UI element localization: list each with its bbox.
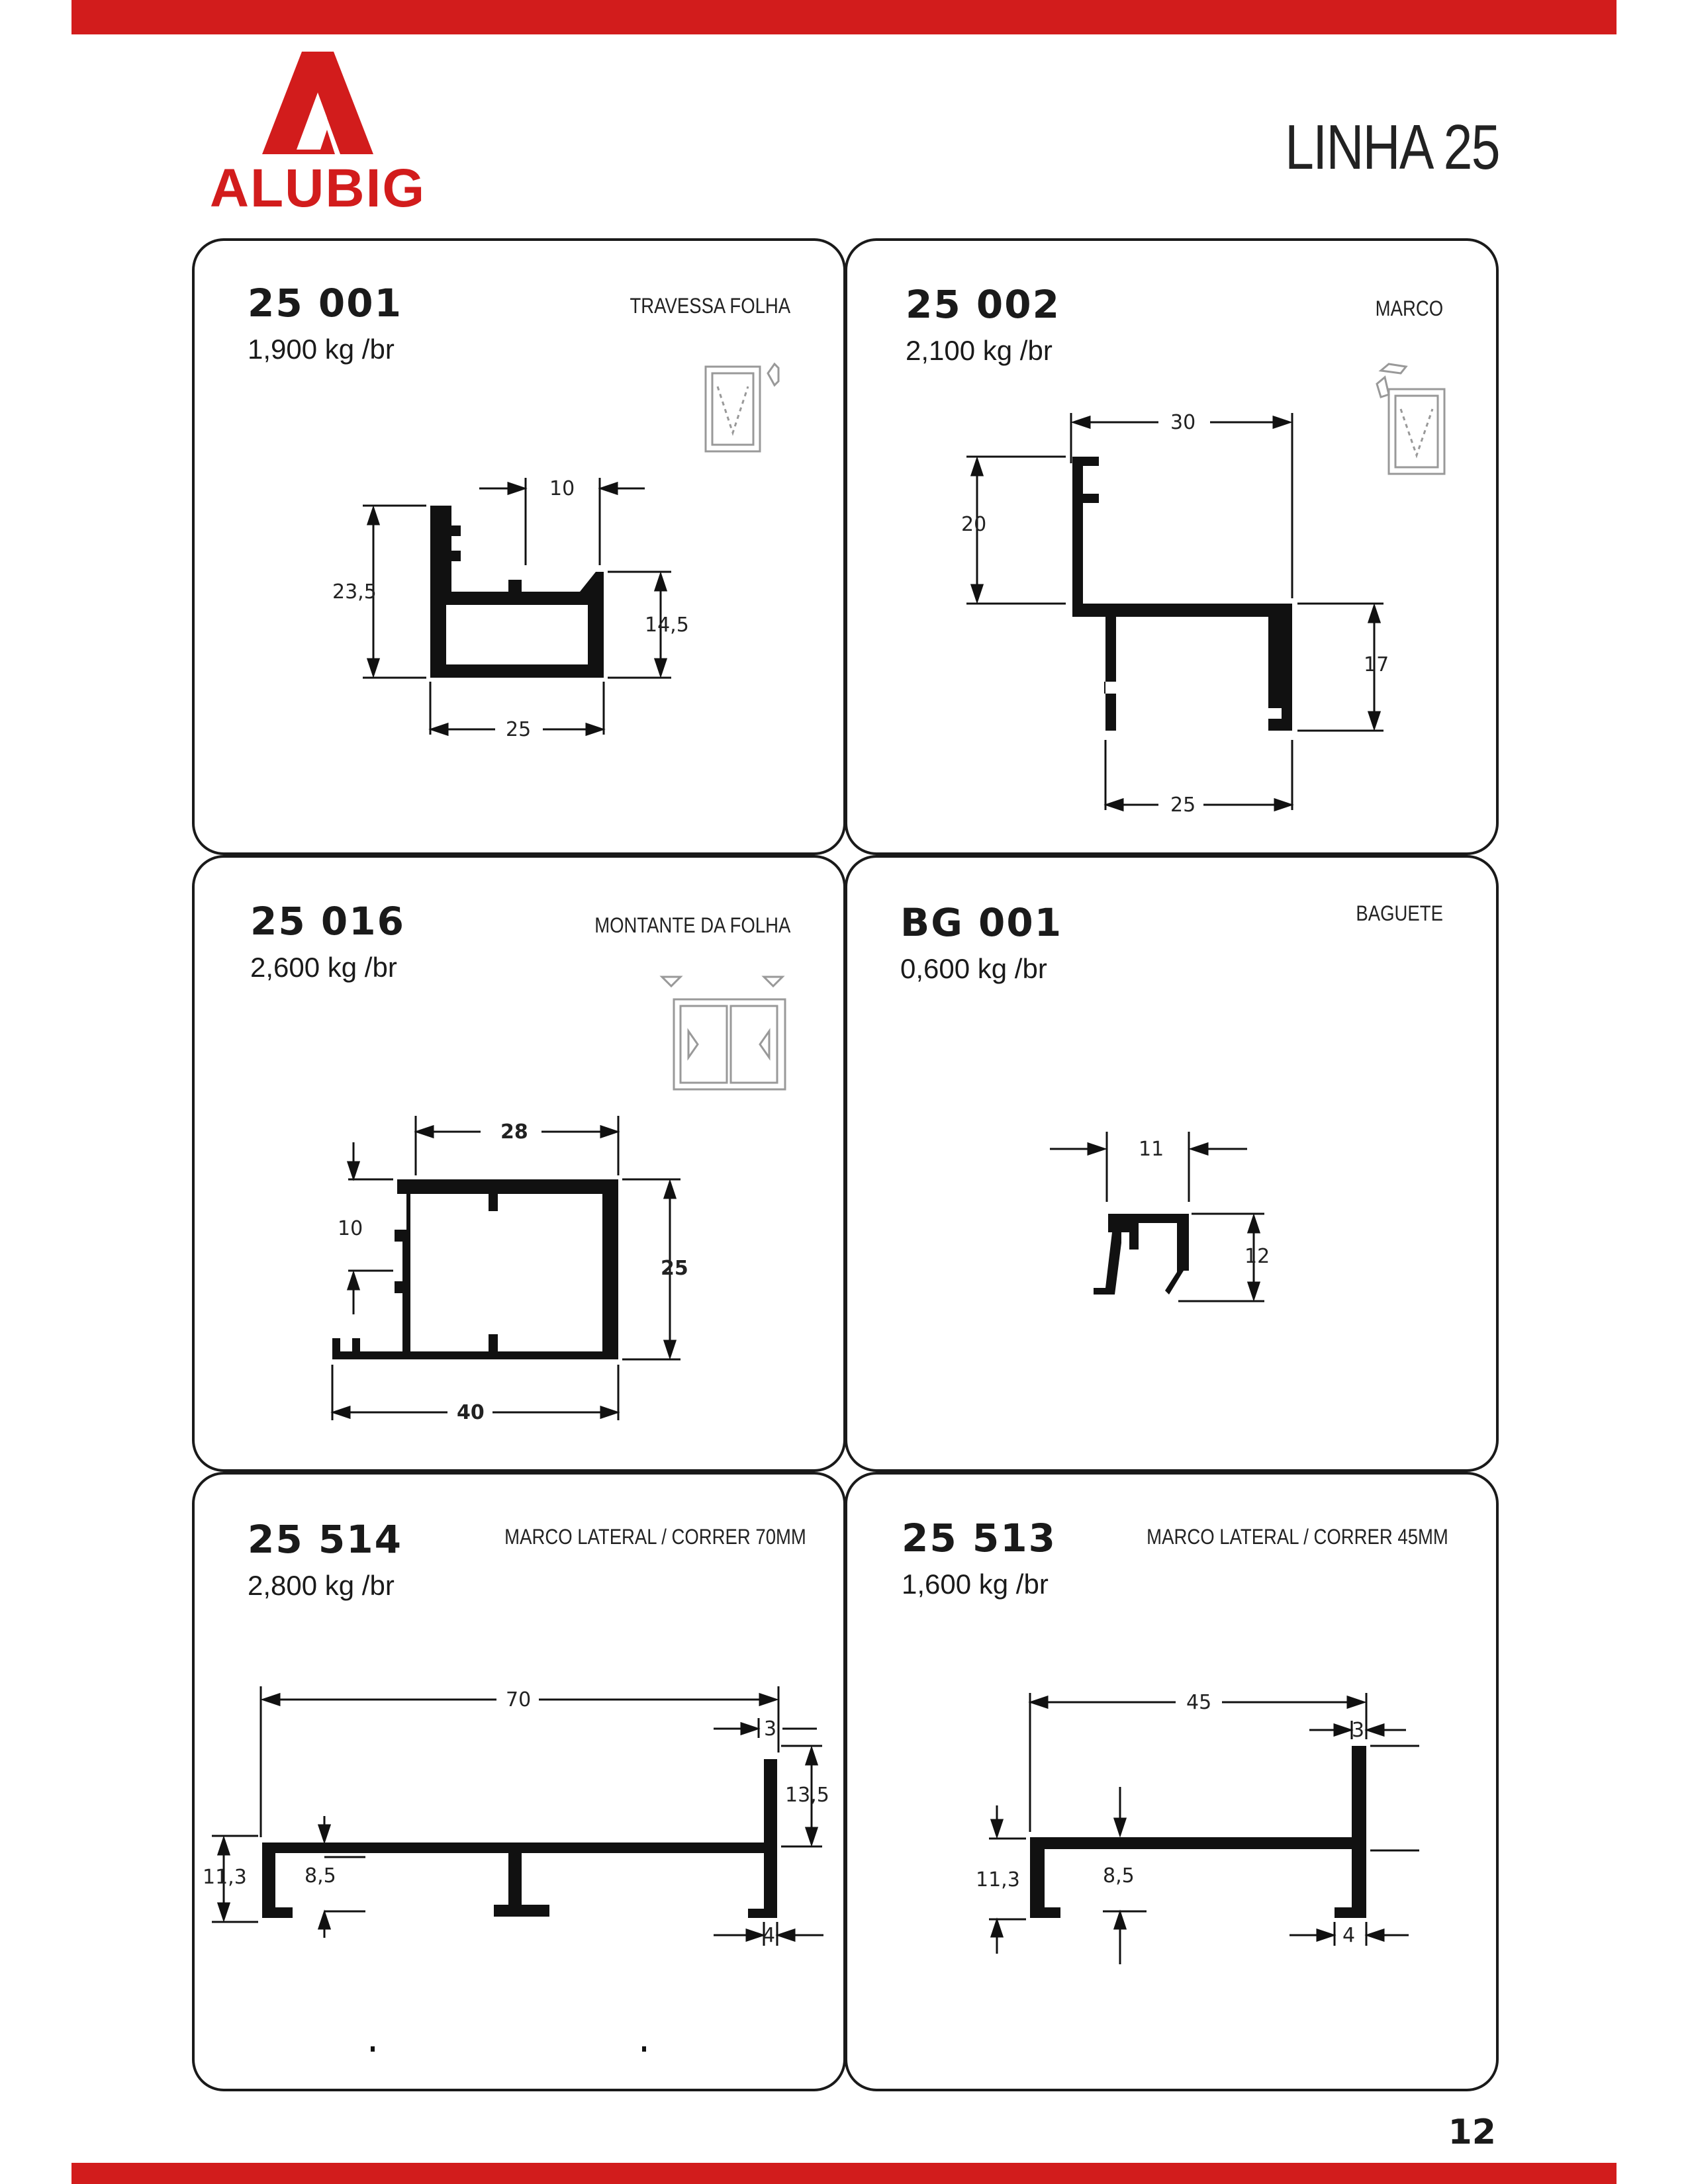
dim-label: 11,3 <box>203 1866 247 1889</box>
window-pictogram <box>706 364 778 451</box>
profile-code: 25 016 <box>250 899 405 944</box>
profile-drawing <box>195 858 849 1475</box>
dim-label: 8,5 <box>1103 1864 1135 1888</box>
top-red-band <box>71 0 1617 34</box>
dim-label: 25 <box>506 718 532 741</box>
dim-label: 17 <box>1364 653 1389 676</box>
profile-description: MARCO LATERAL / CORRER 45MM <box>1147 1525 1448 1549</box>
profile-weight: 2,600 kg /br <box>250 952 397 983</box>
dim-label: 12 <box>1244 1245 1270 1268</box>
profile-card-25513 <box>845 1472 1499 2091</box>
profile-weight: 0,600 kg /br <box>900 953 1047 984</box>
dim-label: 40 <box>457 1401 485 1424</box>
profile-drawing <box>847 241 1501 858</box>
dim-label: 8,5 <box>305 1864 336 1888</box>
profile-weight: 1,600 kg /br <box>902 1569 1049 1600</box>
profile-drawing <box>195 1475 849 2094</box>
profile-description: MONTANTE DA FOLHA <box>594 913 790 937</box>
profile-code: BG 001 <box>900 900 1063 945</box>
dim-label: 45 <box>1186 1691 1212 1714</box>
profile-code: 25 001 <box>248 281 402 326</box>
dim-label: 11 <box>1139 1138 1164 1161</box>
dim-label: 13,5 <box>785 1784 829 1807</box>
profile-description: MARCO <box>1375 296 1443 320</box>
dim-label: 4 <box>763 1924 776 1947</box>
profile-card-25002 <box>845 238 1499 855</box>
profile-card-bg001 <box>845 855 1499 1472</box>
dim-label: 25 <box>1170 794 1196 817</box>
profile-description: TRAVESSA FOLHA <box>630 294 790 318</box>
profile-card-25514 <box>192 1472 846 2091</box>
dim-label: 30 <box>1170 411 1196 434</box>
bottom-red-band <box>71 2163 1617 2184</box>
profile-code: 25 514 <box>248 1517 402 1562</box>
profile-card-25016 <box>192 855 846 1472</box>
window-pictogram <box>662 977 785 1089</box>
brand-name: ALUBIG <box>209 158 426 218</box>
window-pictogram <box>1377 364 1444 474</box>
dim-label: 14,5 <box>645 614 689 637</box>
dim-label: 23,5 <box>332 580 377 604</box>
profile-weight: 2,100 kg /br <box>906 335 1053 366</box>
dim-label: 3 <box>764 1717 777 1741</box>
profile-weight: 2,800 kg /br <box>248 1570 395 1601</box>
profile-drawing <box>847 858 1501 1475</box>
page-number: 12 <box>1448 2113 1496 2152</box>
dim-label: 10 <box>338 1217 363 1240</box>
profile-weight: 1,900 kg /br <box>248 334 395 365</box>
profile-drawing <box>847 1475 1501 2094</box>
line-title: LINHA 25 <box>1285 112 1499 183</box>
profile-description: MARCO LATERAL / CORRER 70MM <box>504 1525 806 1549</box>
dim-label: 28 <box>500 1120 528 1144</box>
dim-label: 25 <box>661 1257 688 1280</box>
profile-card-25001 <box>192 238 846 855</box>
profile-drawing <box>195 241 849 858</box>
profile-code: 25 002 <box>906 282 1060 327</box>
dim-label: 70 <box>506 1688 532 1711</box>
dim-label: 4 <box>1342 1924 1356 1947</box>
dim-label: 3 <box>1352 1719 1365 1742</box>
dim-label: 10 <box>549 477 575 500</box>
dim-label: 20 <box>961 513 987 536</box>
dim-label: 11,3 <box>976 1868 1020 1891</box>
logo-a-mark <box>262 52 373 158</box>
alubig-logo <box>199 52 437 217</box>
profile-description: BAGUETE <box>1356 901 1443 925</box>
profile-code: 25 513 <box>902 1516 1056 1561</box>
